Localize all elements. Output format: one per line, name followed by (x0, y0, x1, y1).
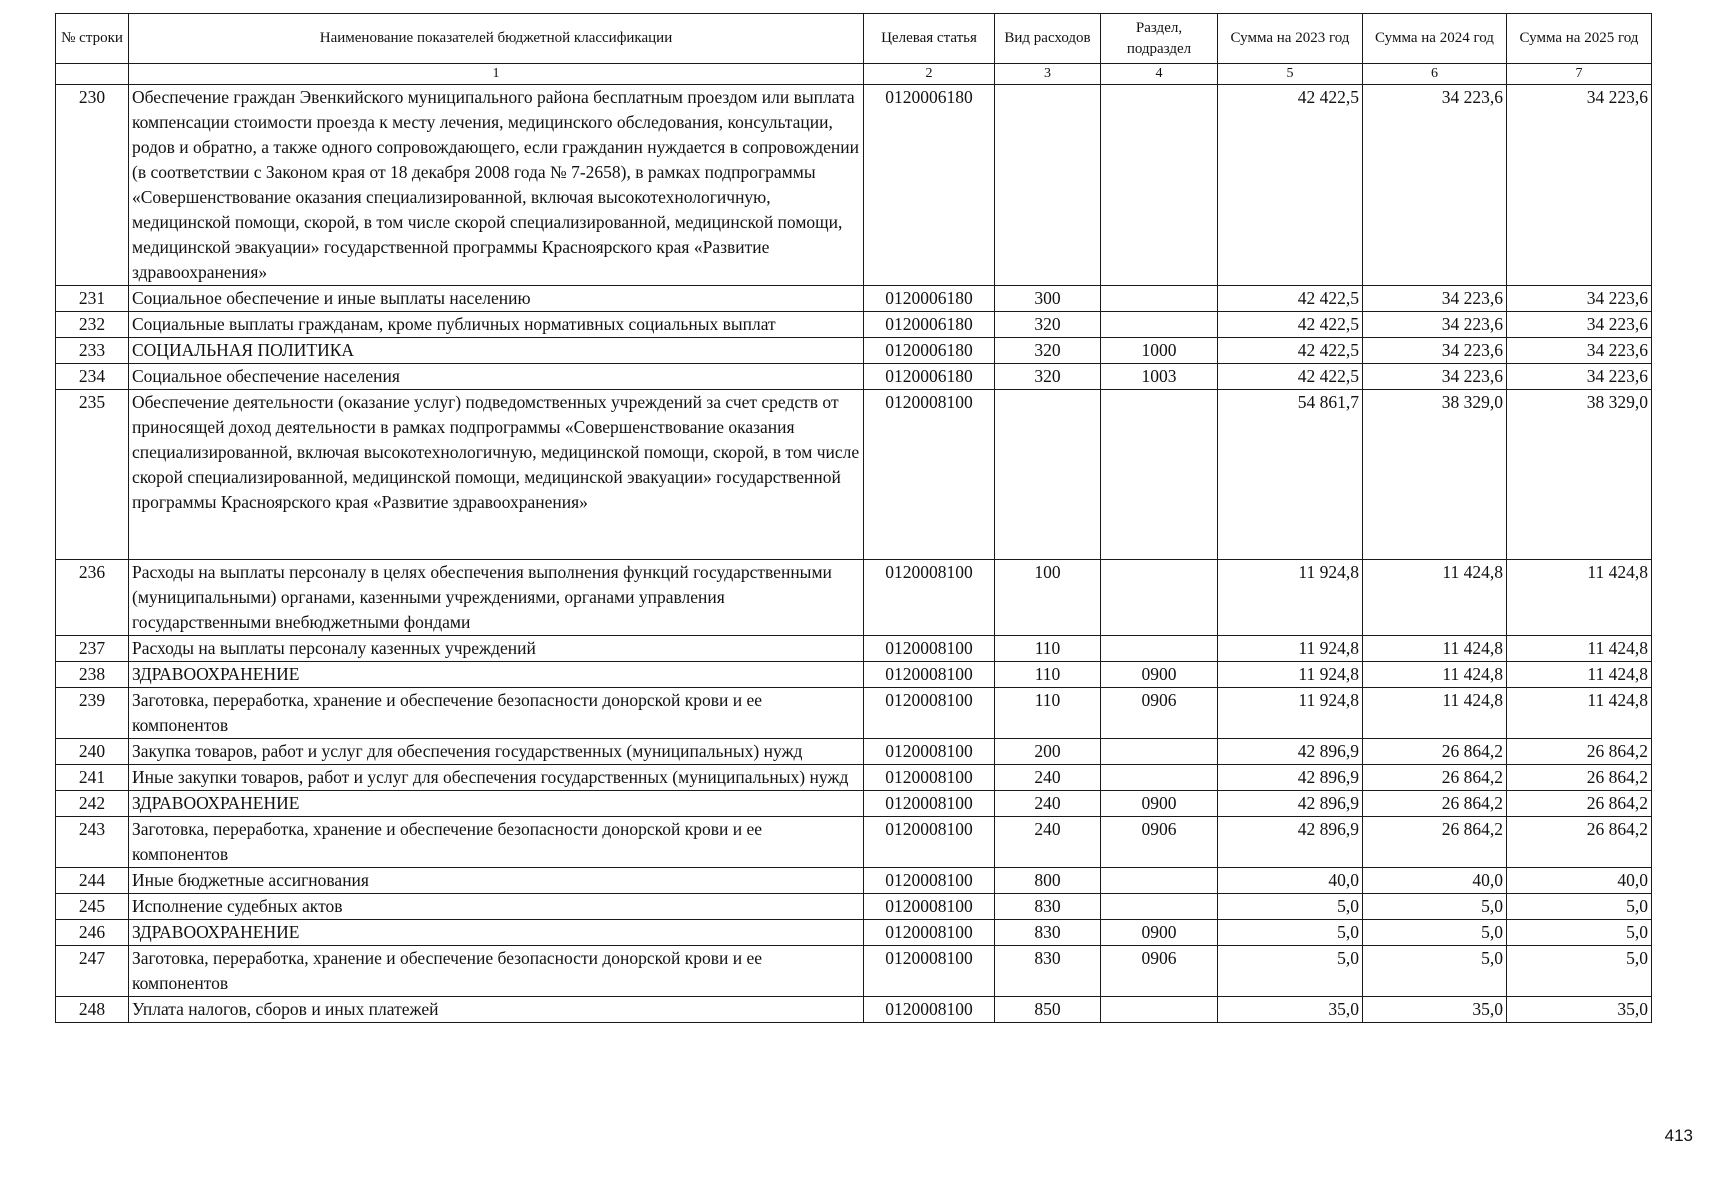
row-expense-kind: 800 (995, 868, 1101, 894)
row-sum-2023: 11 924,8 (1218, 688, 1363, 739)
row-sum-2023: 42 422,5 (1218, 364, 1363, 390)
row-name: Социальное обеспечение населения (129, 364, 864, 390)
row-sum-2024: 38 329,0 (1363, 390, 1507, 560)
row-sum-2023: 42 896,9 (1218, 765, 1363, 791)
row-target-code: 0120008100 (864, 868, 995, 894)
table-row (56, 286, 1652, 312)
row-section (1101, 390, 1218, 560)
row-sum-2023: 40,0 (1218, 868, 1363, 894)
row-expense-kind (995, 85, 1101, 286)
table-row (56, 662, 1652, 688)
header-row-no: № строки (56, 14, 129, 64)
table-row (56, 312, 1652, 338)
table-row (56, 946, 1652, 997)
row-target-code: 0120006180 (864, 338, 995, 364)
row-name: Заготовка, переработка, хранение и обеспечение безопасности донорской крови и ее компонентов (129, 946, 864, 997)
row-target-code: 0120006180 (864, 312, 995, 338)
row-number: 238 (56, 662, 129, 688)
row-sum-2025: 11 424,8 (1507, 688, 1652, 739)
row-section: 0900 (1101, 791, 1218, 817)
table-row (56, 817, 1652, 868)
row-number: 234 (56, 364, 129, 390)
column-number: 7 (1507, 64, 1652, 85)
row-sum-2024: 26 864,2 (1363, 791, 1507, 817)
row-name: Обеспечение деятельности (оказание услуг) подведомственных учреждений за счет средств от приносящей доход деятельности в рамках подпрограммы «Совершенствование оказания специализированной, включая высокотехнологичную, медицинской помощи, скорой, в том числе скорой специализированной, медицинской помощи, медицинской эвакуации» государственной программы Красноярского края «Развитие здравоохранения» (129, 390, 864, 560)
table-row (56, 636, 1652, 662)
table-row (56, 920, 1652, 946)
row-expense-kind: 320 (995, 364, 1101, 390)
row-sum-2025: 5,0 (1507, 920, 1652, 946)
row-sum-2024: 26 864,2 (1363, 739, 1507, 765)
row-sum-2024: 11 424,8 (1363, 688, 1507, 739)
row-sum-2025: 26 864,2 (1507, 791, 1652, 817)
row-sum-2024: 11 424,8 (1363, 560, 1507, 636)
row-number: 235 (56, 390, 129, 560)
row-expense-kind: 320 (995, 312, 1101, 338)
row-sum-2025: 11 424,8 (1507, 636, 1652, 662)
row-name: Социальные выплаты гражданам, кроме публичных нормативных социальных выплат (129, 312, 864, 338)
row-section (1101, 894, 1218, 920)
row-sum-2025: 34 223,6 (1507, 338, 1652, 364)
row-section (1101, 312, 1218, 338)
column-number: 2 (864, 64, 995, 85)
row-sum-2023: 42 896,9 (1218, 791, 1363, 817)
row-target-code: 0120006180 (864, 85, 995, 286)
row-expense-kind: 830 (995, 920, 1101, 946)
row-expense-kind (995, 390, 1101, 560)
row-sum-2025: 26 864,2 (1507, 765, 1652, 791)
row-sum-2023: 42 422,5 (1218, 85, 1363, 286)
row-target-code: 0120008100 (864, 688, 995, 739)
row-expense-kind: 110 (995, 662, 1101, 688)
row-name: Заготовка, переработка, хранение и обеспечение безопасности донорской крови и ее компонентов (129, 817, 864, 868)
table-row (56, 739, 1652, 765)
column-number: 5 (1218, 64, 1363, 85)
table-row (56, 688, 1652, 739)
row-section (1101, 85, 1218, 286)
row-sum-2023: 11 924,8 (1218, 560, 1363, 636)
row-number: 245 (56, 894, 129, 920)
row-number: 231 (56, 286, 129, 312)
row-target-code: 0120008100 (864, 390, 995, 560)
row-section (1101, 560, 1218, 636)
row-number: 236 (56, 560, 129, 636)
row-expense-kind: 100 (995, 560, 1101, 636)
row-section (1101, 765, 1218, 791)
table-row (56, 390, 1652, 560)
page-number: 413 (1664, 1126, 1693, 1145)
column-number: 3 (995, 64, 1101, 85)
row-section: 1003 (1101, 364, 1218, 390)
header-row (56, 14, 1652, 64)
row-target-code: 0120006180 (864, 364, 995, 390)
row-name: Заготовка, переработка, хранение и обеспечение безопасности донорской крови и ее компонентов (129, 688, 864, 739)
row-expense-kind: 240 (995, 817, 1101, 868)
column-number: 4 (1101, 64, 1218, 85)
row-sum-2024: 11 424,8 (1363, 662, 1507, 688)
header-target: Целевая статья (864, 14, 995, 64)
row-sum-2023: 5,0 (1218, 894, 1363, 920)
table-body (56, 85, 1652, 1023)
row-target-code: 0120008100 (864, 946, 995, 997)
row-sum-2024: 26 864,2 (1363, 817, 1507, 868)
row-sum-2025: 11 424,8 (1507, 560, 1652, 636)
row-number: 240 (56, 739, 129, 765)
row-sum-2025: 26 864,2 (1507, 739, 1652, 765)
row-section: 0906 (1101, 688, 1218, 739)
row-name: Обеспечение граждан Эвенкийского муниципального района бесплатным проездом или выплата компенсации стоимости проезда к месту лечения, медицинского обследования, консультации, родов и обратно, а также одного сопровождающего, если гражданин нуждается в сопровождении (в соответствии с Законом края от 18 декабря 2008 года № 7-2658), в рамках подпрограммы «Совершенствование оказания специализированной, включая высокотехнологичную, медицинской помощи, скорой, в том числе скорой специализированной, медицинской помощи, медицинской эвакуации» государственной программы Красноярского края «Развитие здравоохранения» (129, 85, 864, 286)
row-sum-2025: 11 424,8 (1507, 662, 1652, 688)
row-name: Расходы на выплаты персоналу казенных учреждений (129, 636, 864, 662)
row-sum-2023: 11 924,8 (1218, 662, 1363, 688)
row-section: 0906 (1101, 946, 1218, 997)
row-number: 246 (56, 920, 129, 946)
header-sum-2023: Сумма на 2023 год (1218, 14, 1363, 64)
row-number: 248 (56, 997, 129, 1023)
row-target-code: 0120008100 (864, 662, 995, 688)
row-number: 242 (56, 791, 129, 817)
row-expense-kind: 830 (995, 946, 1101, 997)
column-number (56, 64, 129, 85)
row-sum-2024: 26 864,2 (1363, 765, 1507, 791)
row-expense-kind: 200 (995, 739, 1101, 765)
row-sum-2024: 5,0 (1363, 920, 1507, 946)
row-target-code: 0120008100 (864, 739, 995, 765)
table-row (56, 765, 1652, 791)
row-sum-2024: 34 223,6 (1363, 338, 1507, 364)
row-section (1101, 997, 1218, 1023)
row-sum-2023: 42 422,5 (1218, 312, 1363, 338)
row-target-code: 0120008100 (864, 997, 995, 1023)
row-sum-2024: 34 223,6 (1363, 85, 1507, 286)
row-name: ЗДРАВООХРАНЕНИЕ (129, 662, 864, 688)
budget-table (55, 13, 1652, 1023)
row-number: 241 (56, 765, 129, 791)
table-row (56, 791, 1652, 817)
row-section: 0900 (1101, 920, 1218, 946)
table-row (56, 997, 1652, 1023)
row-number: 243 (56, 817, 129, 868)
row-target-code: 0120008100 (864, 636, 995, 662)
header-sum-2025: Сумма на 2025 год (1507, 14, 1652, 64)
row-sum-2025: 35,0 (1507, 997, 1652, 1023)
row-target-code: 0120006180 (864, 286, 995, 312)
row-sum-2023: 35,0 (1218, 997, 1363, 1023)
row-name: Иные бюджетные ассигнования (129, 868, 864, 894)
row-sum-2024: 5,0 (1363, 894, 1507, 920)
row-section (1101, 739, 1218, 765)
row-sum-2023: 42 422,5 (1218, 338, 1363, 364)
row-expense-kind: 300 (995, 286, 1101, 312)
header-sum-2024: Сумма на 2024 год (1363, 14, 1507, 64)
row-target-code: 0120008100 (864, 791, 995, 817)
row-target-code: 0120008100 (864, 920, 995, 946)
row-number: 237 (56, 636, 129, 662)
row-target-code: 0120008100 (864, 765, 995, 791)
row-sum-2025: 34 223,6 (1507, 312, 1652, 338)
header-section: Раздел, подраздел (1101, 14, 1218, 64)
row-sum-2025: 26 864,2 (1507, 817, 1652, 868)
row-sum-2024: 34 223,6 (1363, 286, 1507, 312)
header-kind: Вид расходов (995, 14, 1101, 64)
row-name: Закупка товаров, работ и услуг для обеспечения государственных (муниципальных) нужд (129, 739, 864, 765)
row-section: 0900 (1101, 662, 1218, 688)
row-sum-2024: 35,0 (1363, 997, 1507, 1023)
row-sum-2023: 42 896,9 (1218, 739, 1363, 765)
column-number: 1 (129, 64, 864, 85)
table-row (56, 85, 1652, 286)
row-section (1101, 868, 1218, 894)
row-sum-2024: 34 223,6 (1363, 312, 1507, 338)
row-sum-2025: 5,0 (1507, 894, 1652, 920)
table-row (56, 364, 1652, 390)
row-sum-2024: 34 223,6 (1363, 364, 1507, 390)
row-target-code: 0120008100 (864, 894, 995, 920)
row-expense-kind: 240 (995, 791, 1101, 817)
row-sum-2023: 42 422,5 (1218, 286, 1363, 312)
row-name: Социальное обеспечение и иные выплаты населению (129, 286, 864, 312)
row-expense-kind: 830 (995, 894, 1101, 920)
row-name: СОЦИАЛЬНАЯ ПОЛИТИКА (129, 338, 864, 364)
row-sum-2025: 34 223,6 (1507, 286, 1652, 312)
row-number: 233 (56, 338, 129, 364)
row-name: ЗДРАВООХРАНЕНИЕ (129, 920, 864, 946)
row-name: Уплата налогов, сборов и иных платежей (129, 997, 864, 1023)
header-name: Наименование показателей бюджетной классификации (129, 14, 864, 64)
row-sum-2025: 34 223,6 (1507, 364, 1652, 390)
row-expense-kind: 320 (995, 338, 1101, 364)
row-name: Исполнение судебных актов (129, 894, 864, 920)
row-sum-2023: 11 924,8 (1218, 636, 1363, 662)
row-section (1101, 286, 1218, 312)
table-row (56, 894, 1652, 920)
row-expense-kind: 240 (995, 765, 1101, 791)
row-sum-2024: 11 424,8 (1363, 636, 1507, 662)
row-target-code: 0120008100 (864, 560, 995, 636)
row-name: ЗДРАВООХРАНЕНИЕ (129, 791, 864, 817)
row-section: 0906 (1101, 817, 1218, 868)
table-header (56, 14, 1652, 85)
table-row (56, 560, 1652, 636)
row-section: 1000 (1101, 338, 1218, 364)
row-number: 239 (56, 688, 129, 739)
row-name: Расходы на выплаты персоналу в целях обеспечения выполнения функций государственными (муниципальными) органами, казенными учреждениями, органами управления государственными внебюджетными фондами (129, 560, 864, 636)
row-sum-2024: 40,0 (1363, 868, 1507, 894)
row-expense-kind: 110 (995, 688, 1101, 739)
column-number-row (56, 64, 1652, 85)
row-sum-2025: 38 329,0 (1507, 390, 1652, 560)
row-name: Иные закупки товаров, работ и услуг для обеспечения государственных (муниципальных) нужд (129, 765, 864, 791)
row-sum-2024: 5,0 (1363, 946, 1507, 997)
row-sum-2025: 5,0 (1507, 946, 1652, 997)
table-row (56, 338, 1652, 364)
table-row (56, 868, 1652, 894)
row-sum-2023: 54 861,7 (1218, 390, 1363, 560)
row-sum-2025: 40,0 (1507, 868, 1652, 894)
row-expense-kind: 110 (995, 636, 1101, 662)
row-number: 247 (56, 946, 129, 997)
row-sum-2023: 5,0 (1218, 946, 1363, 997)
row-target-code: 0120008100 (864, 817, 995, 868)
row-section (1101, 636, 1218, 662)
row-number: 230 (56, 85, 129, 286)
row-sum-2023: 5,0 (1218, 920, 1363, 946)
column-number: 6 (1363, 64, 1507, 85)
row-number: 244 (56, 868, 129, 894)
row-expense-kind: 850 (995, 997, 1101, 1023)
row-number: 232 (56, 312, 129, 338)
row-sum-2023: 42 896,9 (1218, 817, 1363, 868)
row-sum-2025: 34 223,6 (1507, 85, 1652, 286)
